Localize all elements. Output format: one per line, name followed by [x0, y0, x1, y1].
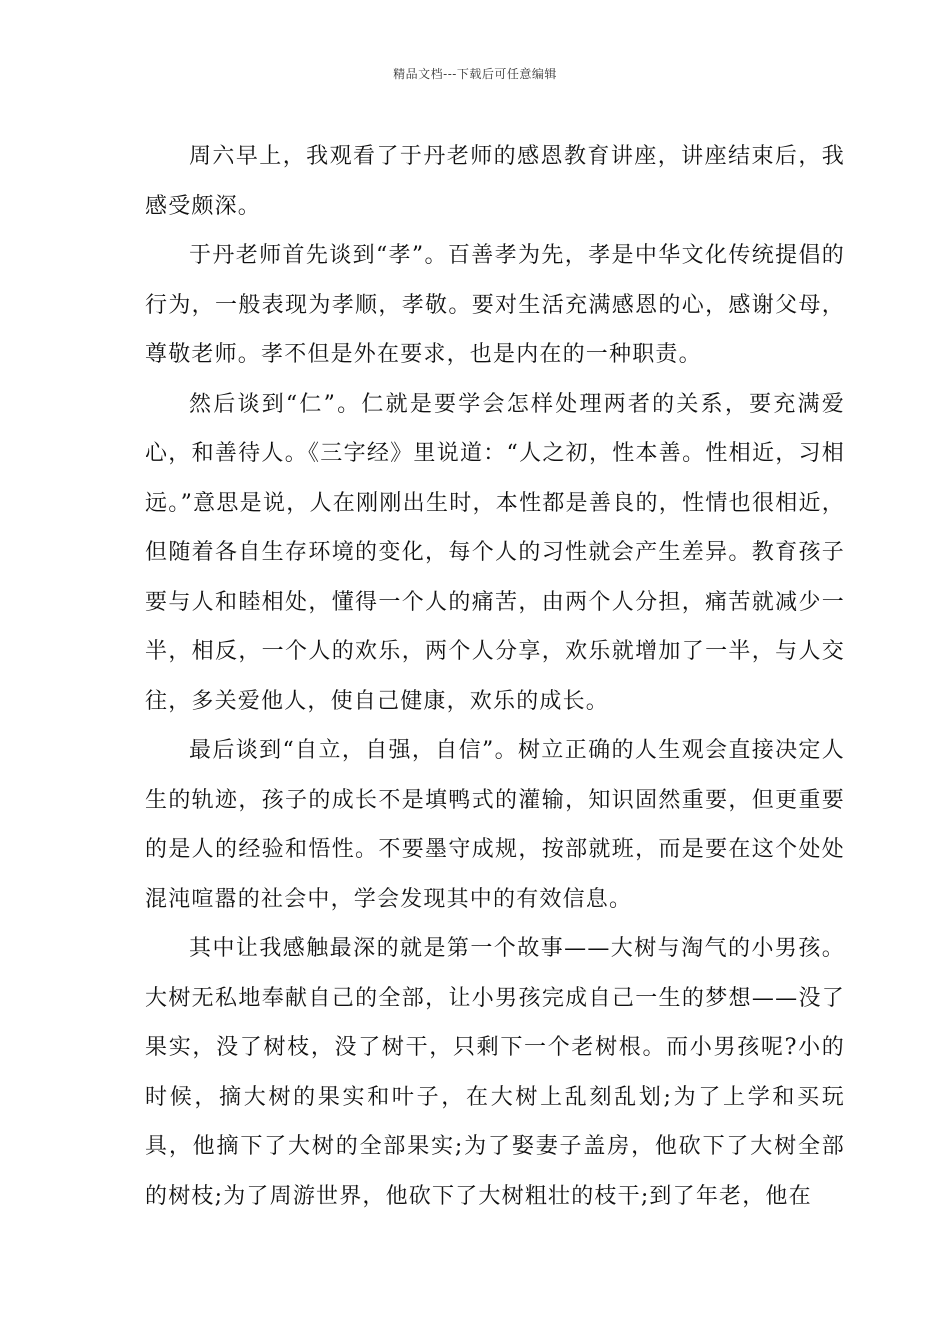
page-header: 精品文档---下载后可任意编辑	[393, 67, 557, 81]
paragraph-giving-tree-story: 其中让我感触最深的就是第一个故事——大树与淘气的小男孩。大树无私地奉献自己的全部，让小男孩完成自己一生的梦想——没了果实，没了树枝，没了树干，只剩下一个老树根。而小男孩呢?小的时候，摘大树的果实和叶子，在大树上乱刻乱划;为了上学和买玩具，他摘下了大树的全部果实;为了娶妻子盖房，他砍下了大树全部的树枝;为了周游世界，他砍下了大树粗壮的枝干;到了年老，他在	[145, 936, 845, 1209]
paragraph-filial-piety: 于丹老师首先谈到“孝”。百善孝为先，孝是中华文化传统提倡的行为，一般表现为孝顺，孝敬。要对生活充满感恩的心，感谢父母，尊敬老师。孝不但是外在要求，也是内在的一种职责。	[145, 243, 845, 367]
paragraph-benevolence: 然后谈到“仁”。仁就是要学会怎样处理两者的关系，要充满爱心，和善待人。《三字经》里说道：“人之初，性本善。性相近，习相远。”意思是说，人在刚刚出生时，本性都是善良的，性情也很相近，但随着各自生存环境的变化，每个人的习性就会产生差异。教育孩子要与人和睦相处，懂得一个人的痛苦，由两个人分担，痛苦就减少一半，相反，一个人的欢乐，两个人分享，欢乐就增加了一半，与人交往，多关爱他人，使自己健康，欢乐的成长。	[145, 391, 845, 714]
paragraph-self-reliance: 最后谈到“自立，自强，自信”。树立正确的人生观会直接决定人生的轨迹，孩子的成长不是填鸭式的灌输，知识固然重要，但更重要的是人的经验和悟性。不要墨守成规，按部就班，而是要在这个处处混沌喧嚣的社会中，学会发现其中的有效信息。	[145, 738, 845, 912]
document-body	[145, 132, 845, 1221]
paragraph-intro: 周六早上，我观看了于丹老师的感恩教育讲座，讲座结束后，我感受颇深。	[145, 144, 845, 219]
